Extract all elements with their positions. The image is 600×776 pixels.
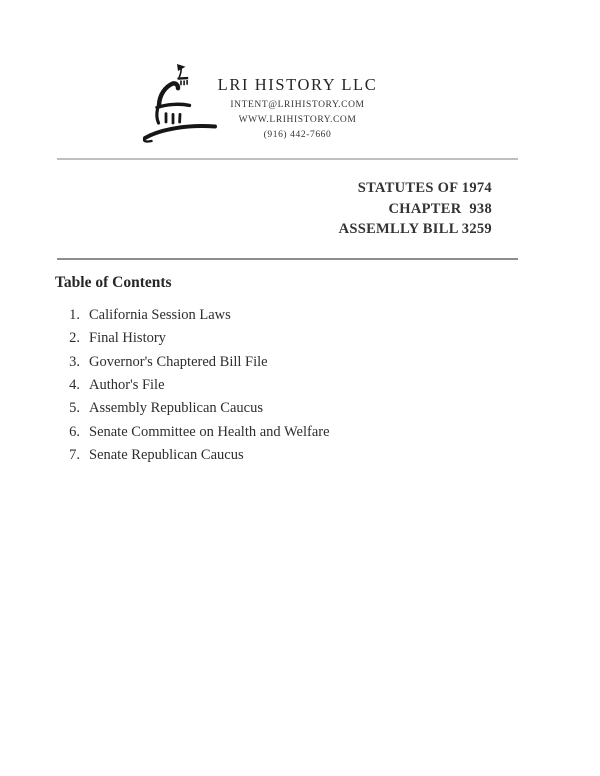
toc-item-number: 6.: [69, 423, 80, 440]
toc-item: [0, 327, 330, 350]
toc-item-number: 5.: [69, 400, 80, 417]
toc-item: [0, 397, 330, 420]
toc-item: [0, 444, 330, 467]
header-divider-rule: [57, 158, 518, 160]
toc-item: [0, 351, 330, 374]
reference-divider-rule: [57, 258, 518, 260]
assembly-bill-line: ASSEMLLY BILL 3259: [338, 221, 492, 237]
toc-item-number: 1.: [69, 307, 80, 324]
chapter-line: CHAPTER 938: [388, 200, 492, 217]
toc-item-label: California Session Laws: [89, 307, 231, 324]
statutes-line: STATUTES OF 1974: [357, 180, 492, 196]
company-email: INTENT@LRIHISTORY.COM: [230, 100, 365, 110]
statute-reference-block: [339, 178, 492, 240]
company-name: LRI HISTORY LLC: [217, 75, 378, 94]
toc-item-number: 2.: [69, 330, 80, 347]
toc-item: [0, 420, 330, 443]
toc-item-number: 3.: [69, 353, 80, 370]
toc-item-label: Governor's Chaptered Bill File: [89, 353, 268, 370]
company-website: WWW.LRIHISTORY.COM: [238, 115, 357, 125]
toc-item-number: 7.: [69, 446, 80, 463]
toc-list: [0, 304, 330, 467]
toc-title: Table of Contents: [55, 274, 172, 291]
toc-item-label: Assembly Republican Caucus: [89, 400, 263, 417]
toc-item-label: Senate Committee on Health and Welfare: [89, 423, 330, 440]
toc-item-label: Author's File: [89, 377, 165, 394]
toc-item-number: 4.: [69, 377, 80, 394]
toc-item: [0, 304, 330, 327]
toc-item-label: Final History: [89, 330, 166, 347]
toc-item-label: Senate Republican Caucus: [89, 446, 244, 463]
toc-item: [0, 374, 330, 397]
company-phone: (916) 442-7660: [263, 130, 332, 140]
